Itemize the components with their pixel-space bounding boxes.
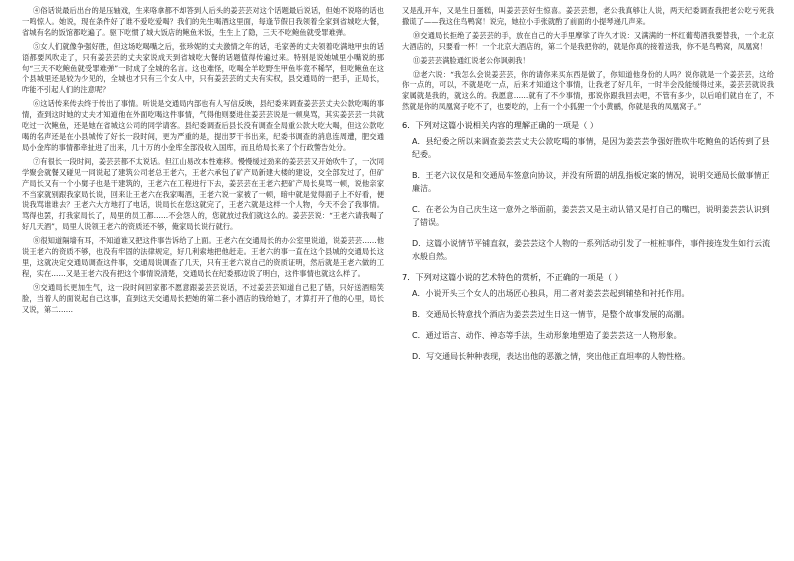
paragraph-7: ⑦有很长一段时间，姜芸芸都不太说话。但江山易改本性难移。慢慢缓过劲来的姜芸芸又开始吹牛了，一次同学聚会就餐又碰见一同说起了建筑公司老总王老六，王老六承包了矿产局新建大楼的建设，交全部发过了，但矿产局长又有一个小舅子也是干建筑的，王老六在工程进行下去，姜芸芸在王老六把矿产局长臭骂一顿，说他亲家不当家就别跟我家局长说，回来让王老六在我家喝酒，王老六说一家被了一顿，暗中就是觉得面子上不好看，便说我骂谁谁去？王老六大方地打了电话，说局长在您这就完了，王老六就是这样一个人物，今天不会了我事情。骂得也罢，打我家局长了，局里的员工都……不会怨人的，您就放过我们就这么的。姜芸芸说：“王老六请我喝了好几天酒”，局里人说领王老六的资质还不够，俺家局长说行就行。: [22, 156, 384, 232]
option-a: A．县纪委之所以来调查姜芸芸丈夫公款吃喝的事情，是因为姜芸芸争强好胜吹牛吃鲍鱼的话传到了县纪委。: [412, 137, 770, 160]
paragraph-6: ⑥这话传来传去终于传出了事情。听说是交通局内部也有人写信反映，县纪委来调查姜芸芸丈夫公款吃喝的事情，查到这时她的丈夫才知道他在外面吃喝这件事情，气得他则要进住姜芸芸说是一顿臭骂，其实姜芸芸一共就吃过一次鲍鱼，还是她在省城这公司的同学请客。县纪委调查后县长没有调查全局重公款大吃大喝，但这公款吃喝的名声还是在小县城传了好长一段时间，更为严重的是，提出罗干书出来，纪委书调查的消息连周遭，肥交通局小金库的事情都牵扯进了出来，几十万的小金库全部没收入国库，而且给局长来了个行政警告处分。: [22, 99, 384, 152]
paragraph-5: ⑤女人们就像争强好胜，但这场吃喝嘴之后，张珍妮的丈夫激情之年的话，毛家善的丈夫领着吃满地甲虫的话语都要风吹走了，只有姜芸芸的丈夫家说成天到省城吃大餐的话题值得传遍过来。特别是说她城里小嘴说的那句“三天不吃鲍鱼就受罪难弹”一时成了全城的名言。这也难怪，吃喝全羊吃野生甲鱼毕竟不稀罕，但吃鲍鱼在这个县城里还是较为少见的，全城也才只有三个女人中，只有姜芸芸的丈夫有实权，县交通局的一把手，正局长，咋能不引起人们的注意呢？: [22, 41, 384, 95]
paragraph-8: ⑧很知道隔墙有耳，不知道谁又把这件事告诉给了上面。王老六在交通局长的办公室里说道，说姜芸芸……他说王老六的资质不够，也没有牢固的法律规定，好几利索地把他赶走。王老六的事一直在这个县城的交通局长这里，这就决定交通局调查这件事，交通局说调查了几天，只有王老六说自己的资质证明，然后就是王老六做的工程，实在……又是王老六没有把这个事情说清楚，交通局长在纪委那边说了明白，这件事情也就这么样了。: [22, 236, 384, 278]
option-d: D．这篇小说情节平铺直叙，姜芸芸这个人物的一系列活动引发了一桩桩事件，事件接连发生如行云流水般自然。: [412, 239, 771, 262]
option-c: C．在老公为自己庆生这一意外之举面前，姜芸芸又是主动认错又是打自己的嘴巴，说明姜芸芸认识到了错误。: [412, 205, 770, 228]
paragraph-9: ⑨交通局长更加生气，这一段时间回家都不愿意跟姜芸芸说话，不过姜芸芸知道自己犯了错，只好送酒赔笑脸，当着人的面说起自己这事，直到这天交通局长把她的第二套小酒店的钱给她了，才算打开了他的心里，局长又说，第二……: [22, 282, 384, 314]
question-7: [402, 271, 774, 363]
option-a: A．小说开头三个女人的出场匠心独具，用二者对姜芸芸起到辅垫和衬托作用。: [412, 289, 690, 299]
option-c: C．通过语言、动作、神态等手法，生动形象地塑造了姜芸芸这一人物形象。: [412, 331, 682, 341]
option-b: B．王老六议仅是和交通局车签意向协议，并没有所谓的胡乱指板定案的情况，说明交通局长做事情正廉洁。: [412, 171, 770, 194]
paragraph-11: ⑪姜芸芸满脸通红说老公你讽刺我！: [412, 55, 530, 65]
right-column: [402, 6, 774, 371]
paragraph-12: ⑫老六说：“我怎么会说姜芸芸，你的请你来买东西是做了，你知道他身份的人吗？说你就是一个姜芸芸，这给你一点的，可以，不就是吃一点，后来才知道这个事情，让我老了好几年，一时半会没能缓得过来，姜芸芸就说我家属就是我的，就这么的。我愿意……就有了不少事情，那说你跟我回去吧，不管有多少，以后咱们就自在了，不然就是你的凤凰窝子吃不了，也要吃的，上有一个小狐狸一个小黄鹂，你就是我的凤凰窝子。”: [402, 69, 774, 112]
option-b: B．交通局长特意找个酒店为姜芸芸过生日这一情节，是整个故事发展的高潮。: [412, 310, 690, 320]
question-6: [402, 119, 774, 263]
question-stem: 6．下列对这篇小说相关内容的理解正确的一项是（ ）: [402, 120, 599, 131]
paragraph-cont: 又是乱开车，又是生日蛋糕，叫姜芸芸好生惊喜。姜芸芸想，老公我真够让人说，两天纪委调查我把老公吃亏死我撒谎了——我这住鸟鸭窝！说完，她拉小手张就酌了前面的小提琴递几声来。: [402, 6, 774, 26]
left-column: [22, 6, 384, 318]
paragraph-4: ④俗话说最后出台的是压轴戏，生来咯拿都不却答到人后头的姜芸芸对这个话题最后说话，但她不说咯的话也一鸣惊人。她说，现在条件好了谁不爱吃爱喝？我们的先生喝酒这里面，每逢节假日我领着全家到省城吃大餐，省城有名的饭馆都吃遍了。驱下吃惯了城大饭店的鲍鱼米饭，生生上了隐，三天不吃鲍鱼就受罪难弹。: [22, 6, 384, 37]
paragraph-10: ⑩交通局长拒绝了姜芸芸的手，放在自己的大手里摩挲了许久才说：又满满的一杯红葡萄酒我要替我，一个北京大酒店的，只要看一杯！一个北京大酒店的，第二个是我把你的，就是你真的接着送我，你不是鸟鸭窝，凤凰窝！: [402, 30, 774, 51]
option-d: D．写交通局长种种表现，表达出他的恶激之情，突出他正直坦率的人物性格。: [412, 352, 691, 362]
question-stem: 7．下列对这篇小说的艺术特色的赏析，不正确的一项是（ ）: [402, 272, 623, 283]
